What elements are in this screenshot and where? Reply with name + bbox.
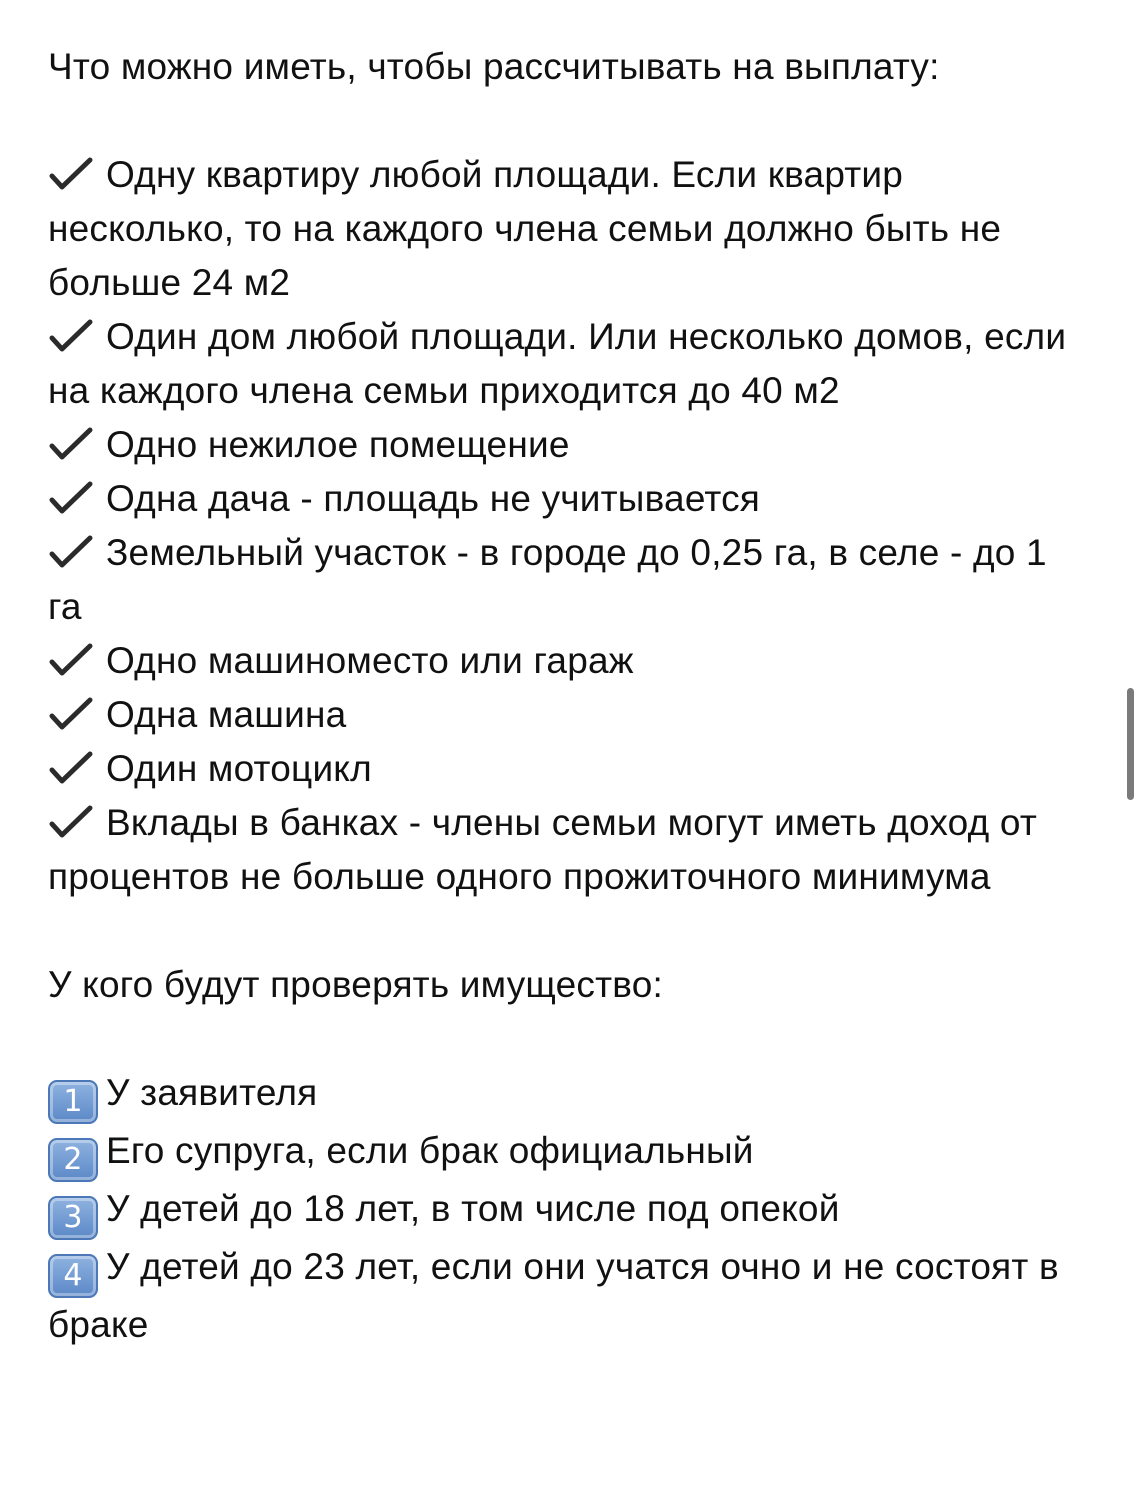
check-list [48, 1066, 1088, 1352]
check-mark-icon [48, 157, 94, 191]
list-item-text: Одну квартиру любой площади. Если квартир несколько, то на каждого члена семьи должно быть не больше 24 м2 [48, 154, 1002, 303]
spacer [48, 1012, 1088, 1066]
check-mark-icon [48, 751, 94, 785]
check-mark-icon [48, 643, 94, 677]
list-item [48, 742, 1088, 796]
list-item [48, 310, 1088, 418]
check-mark-icon [48, 535, 94, 569]
check-mark-icon [48, 697, 94, 731]
list-item-text: Одна дача - площадь не учитывается [106, 478, 761, 519]
list-item [48, 796, 1088, 904]
allowed-list [48, 148, 1088, 904]
list-item [48, 418, 1088, 472]
numbered-item-text: У детей до 23 лет, если они учатся очно и не состоят в браке [48, 1246, 1059, 1345]
keycap-number-icon: 3 [48, 1196, 98, 1240]
numbered-item [48, 1240, 1088, 1352]
numbered-item-text: Его супруга, если брак официальный [106, 1130, 754, 1171]
list-item-text: Один мотоцикл [106, 748, 372, 789]
list-item-text: Одно машиноместо или гараж [106, 640, 634, 681]
list-item-text: Вклады в банках - члены семьи могут иметь доход от процентов не больше одного прожиточного минимума [48, 802, 1038, 897]
list-item [48, 526, 1088, 634]
list-item-text: Один дом любой площади. Или несколько домов, если на каждого члена семьи приходится до 40 м2 [48, 316, 1067, 411]
check-mark-icon [48, 319, 94, 353]
list-item [48, 148, 1088, 310]
list-item-text: Одна машина [106, 694, 347, 735]
message-text [48, 40, 1088, 1352]
check-mark-icon [48, 805, 94, 839]
check-mark-icon [48, 427, 94, 461]
numbered-item-text: У детей до 18 лет, в том числе под опекой [106, 1188, 840, 1229]
list-item-text: Одно нежилое помещение [106, 424, 570, 465]
list-item-text: Земельный участок - в городе до 0,25 га, в селе - до 1 га [48, 532, 1047, 627]
list-item [48, 688, 1088, 742]
keycap-number-icon: 1 [48, 1080, 98, 1124]
keycap-number-icon: 2 [48, 1138, 98, 1182]
numbered-item-text: У заявителя [106, 1072, 318, 1113]
spacer [48, 94, 1088, 148]
numbered-item [48, 1066, 1088, 1124]
numbered-item [48, 1182, 1088, 1240]
list-item [48, 472, 1088, 526]
numbered-item [48, 1124, 1088, 1182]
scrollbar-thumb[interactable] [1127, 688, 1134, 800]
section-heading: У кого будут проверять имущество: [48, 964, 663, 1005]
spacer [48, 904, 1088, 958]
keycap-number-icon: 4 [48, 1254, 98, 1298]
check-mark-icon [48, 481, 94, 515]
list-item [48, 634, 1088, 688]
intro-text: Что можно иметь, чтобы рассчитывать на выплату: [48, 46, 940, 87]
